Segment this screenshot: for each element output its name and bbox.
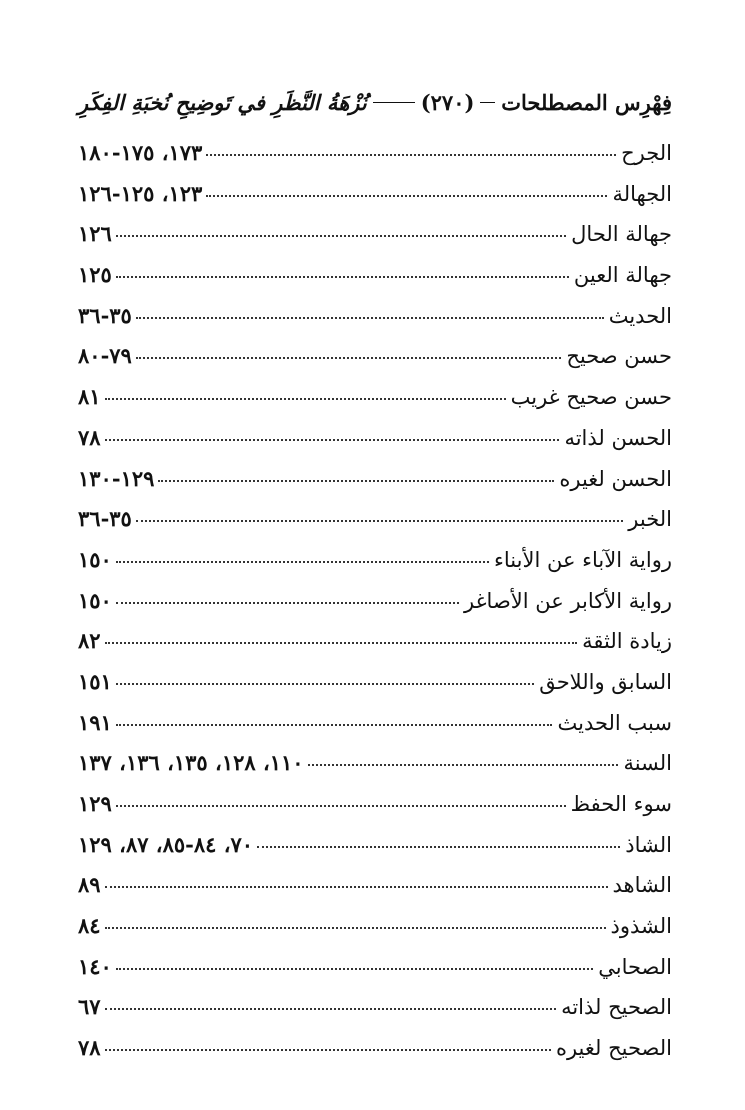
dot-leader: [105, 439, 560, 441]
index-entry: [78, 140, 672, 181]
running-header: [78, 84, 672, 120]
index-entry: [78, 832, 672, 873]
dot-leader: [105, 886, 608, 888]
entry-pages: ٨١: [78, 384, 101, 410]
entry-pages: ٣٥-٣٦: [78, 302, 132, 328]
index-entry: [78, 547, 672, 588]
index-entries: [78, 140, 672, 1076]
index-entry: [78, 669, 672, 710]
index-entry: [78, 750, 672, 791]
index-entry: [78, 994, 672, 1035]
entry-pages: ١٥٠: [78, 546, 112, 572]
entry-pages: ٨٤: [78, 913, 101, 939]
entry-pages: ٨٩: [78, 872, 101, 898]
dot-leader: [136, 520, 623, 522]
index-entry: [78, 913, 672, 954]
dot-leader: [206, 195, 607, 197]
entry-term: الحديث: [608, 303, 672, 328]
entry-pages: ٧٨: [78, 1035, 101, 1061]
dot-leader: [257, 846, 620, 848]
entry-term: السنة: [623, 751, 672, 776]
dot-leader: [105, 1049, 551, 1051]
dot-leader: [136, 357, 562, 359]
entry-pages: ١٥٠: [78, 587, 112, 613]
entry-term: جهالة الحال: [571, 222, 672, 247]
entry-pages: ٨٢: [78, 628, 101, 654]
index-entry: [78, 791, 672, 832]
entry-term: الصحيح لذاته: [561, 995, 672, 1020]
page-number: (٢٧٠): [420, 89, 475, 115]
dot-leader: [105, 927, 606, 929]
index-entry: [78, 466, 672, 507]
index-entry: [78, 588, 672, 629]
entry-pages: ١٩١: [78, 709, 112, 735]
entry-term: الصحابي: [598, 954, 672, 979]
entry-term: حسن صحيح: [566, 344, 672, 369]
index-entry: [78, 221, 672, 262]
entry-term: الشاهد: [612, 873, 672, 898]
index-entry: [78, 425, 672, 466]
index-entry: [78, 1035, 672, 1076]
index-entry: [78, 384, 672, 425]
dot-leader: [105, 398, 506, 400]
index-entry: [78, 181, 672, 222]
entry-pages: ٦٧: [78, 994, 101, 1020]
entry-term: الجهالة: [612, 181, 672, 206]
entry-term: رواية الآباء عن الأبناء: [494, 547, 672, 572]
entry-term: السابق واللاحق: [539, 669, 672, 694]
section-title: فِهْرِس المصطلحات: [501, 89, 672, 115]
dot-leader: [116, 805, 566, 807]
dot-leader: [116, 683, 534, 685]
dot-leader: [116, 602, 459, 604]
entry-term: الحسن لذاته: [564, 425, 672, 450]
entry-pages: ١٢٩-١٣٠: [78, 465, 155, 491]
entry-pages: ٣٥-٣٦: [78, 506, 132, 532]
entry-term: الحسن لغيره: [559, 466, 672, 491]
entry-term: جهالة العين: [573, 263, 672, 288]
entry-pages: ١٤٠: [78, 953, 112, 979]
index-entry: [78, 303, 672, 344]
header-rule-long: [480, 102, 495, 103]
book-title: نُزْهَةُ النَّظَرِ في تَوضِيحِ نُخبَةِ الفِكَرِ: [78, 89, 367, 115]
dot-leader: [105, 642, 578, 644]
entry-pages: ١٢٣، ١٢٥-١٢٦: [78, 180, 203, 206]
entry-term: الخبر: [628, 507, 672, 532]
index-entry: [78, 710, 672, 751]
dot-leader: [116, 276, 569, 278]
entry-term: الصحيح لغيره: [555, 1036, 672, 1061]
dot-leader: [116, 724, 553, 726]
dot-leader: [116, 235, 566, 237]
entry-term: سبب الحديث: [557, 710, 672, 735]
dot-leader: [308, 764, 619, 766]
entry-term: الشذوذ: [610, 914, 672, 939]
entry-pages: ١٢٥: [78, 262, 112, 288]
dot-leader: [206, 154, 616, 156]
dot-leader: [116, 561, 489, 563]
index-entry: [78, 506, 672, 547]
dot-leader: [136, 317, 604, 319]
index-entry: [78, 872, 672, 913]
dot-leader: [158, 480, 554, 482]
entry-pages: ٧٠، ٨٤-٨٥، ٨٧، ١٢٩: [78, 831, 254, 857]
header-rule-short: [373, 102, 415, 103]
entry-pages: ١٢٦: [78, 221, 112, 247]
dot-leader: [116, 968, 593, 970]
index-entry: [78, 628, 672, 669]
index-entry: [78, 954, 672, 995]
entry-term: حسن صحيح غريب: [510, 385, 672, 410]
entry-pages: ٧٩-٨٠: [78, 343, 132, 369]
entry-pages: ١٥١: [78, 668, 112, 694]
index-entry: [78, 262, 672, 303]
entry-term: سوء الحفظ: [570, 792, 672, 816]
entry-term: الجرح: [621, 141, 672, 165]
index-entry: [78, 343, 672, 384]
dot-leader: [105, 1008, 557, 1010]
entry-pages: ٧٨: [78, 424, 101, 450]
entry-term: الشاذ: [625, 832, 672, 857]
entry-term: رواية الأكابر عن الأصاغر: [463, 588, 672, 613]
entry-pages: ١١٠، ١٢٨، ١٣٥، ١٣٦، ١٣٧: [78, 750, 304, 776]
entry-term: زيادة الثقة: [582, 629, 672, 654]
entry-pages: ١٢٩: [78, 791, 112, 816]
entry-pages: ١٧٣، ١٧٥-١٨٠: [78, 140, 203, 165]
